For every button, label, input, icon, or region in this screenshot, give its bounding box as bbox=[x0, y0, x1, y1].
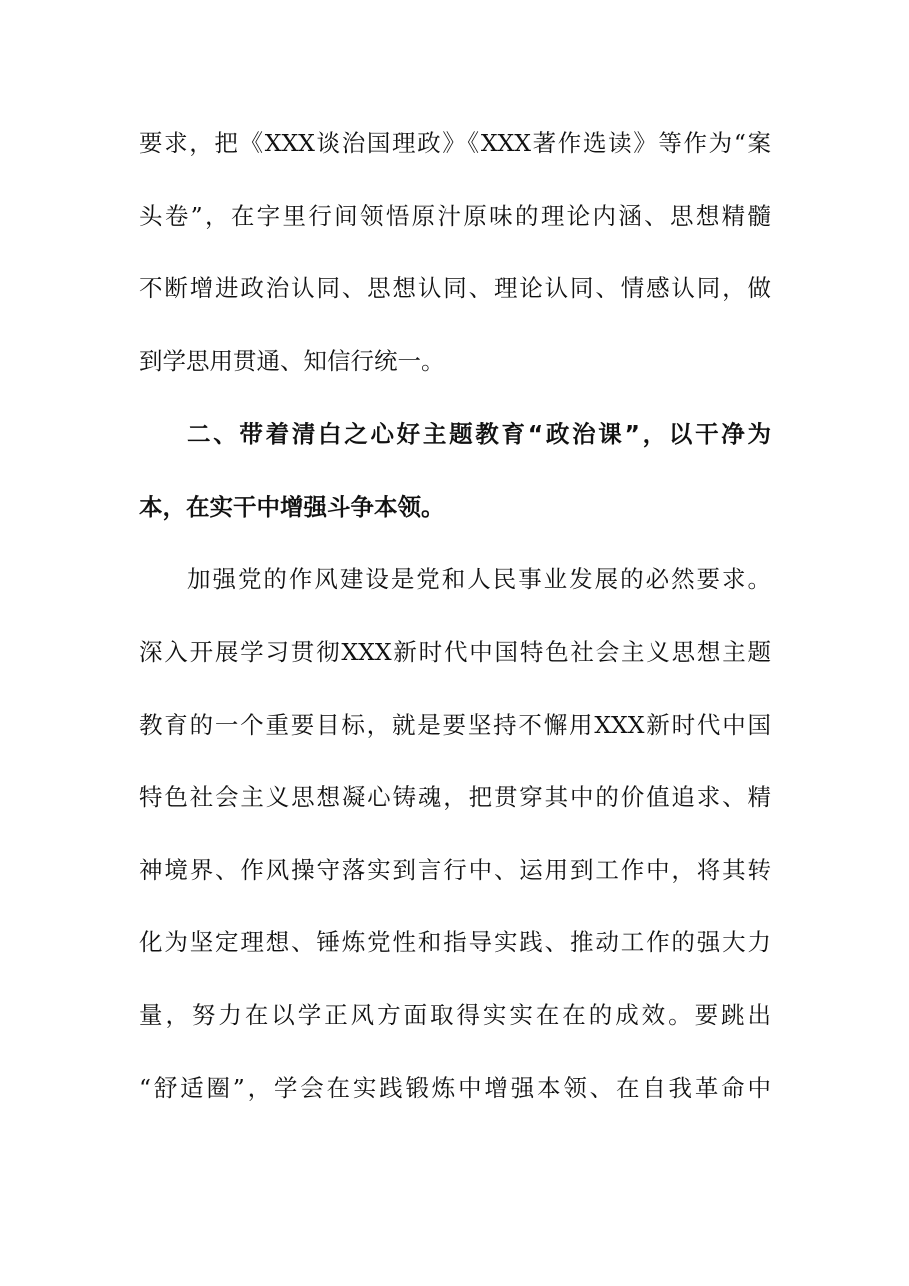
paragraph-1-line-3: 不断增进政治认同、思想认同、理论认同、情感认同，做 bbox=[139, 274, 771, 302]
paragraph-2-line-4: 特色社会主义思想凝心铸魂，把贯穿其中的价值追求、精 bbox=[139, 783, 771, 811]
paragraph-2-line-6: 化为坚定理想、锤炼党性和指导实践、推动工作的强大力 bbox=[139, 928, 771, 956]
paragraph-2-line-5: 神境界、作风操守落实到言行中、运用到工作中，将其转 bbox=[139, 856, 771, 884]
paragraph-1-line-2: 头卷”，在字里行间领悟原汁原味的理论内涵、思想精髓 bbox=[139, 202, 771, 230]
section-heading-line-2: 本，在实干中增强斗争本领。 bbox=[139, 493, 445, 521]
paragraph-2-line-7: 量，努力在以学正风方面取得实实在在的成效。要跳出 bbox=[139, 1001, 771, 1029]
paragraph-2-line-8: “舒适圈”，学会在实践锻炼中增强本领、在自我革命中 bbox=[139, 1074, 771, 1102]
paragraph-2-line-3: 教育的一个重要目标，就是要坚持不懈用XXX新时代中国 bbox=[139, 711, 771, 739]
paragraph-1-line-4: 到学思用贯通、知信行统一。 bbox=[139, 347, 445, 375]
paragraph-2-line-2: 深入开展学习贯彻XXX新时代中国特色社会主义思想主题 bbox=[139, 638, 771, 666]
paragraph-1-line-1: 要求，把《XXX谈治国理政》《XXX著作选读》等作为“案 bbox=[139, 129, 771, 157]
paragraph-2-line-1: 加强党的作风建设是党和人民事业发展的必然要求。 bbox=[187, 565, 771, 593]
section-heading-line-1: 二、带着清白之心好主题教育“政治课”，以干净为 bbox=[187, 420, 771, 448]
